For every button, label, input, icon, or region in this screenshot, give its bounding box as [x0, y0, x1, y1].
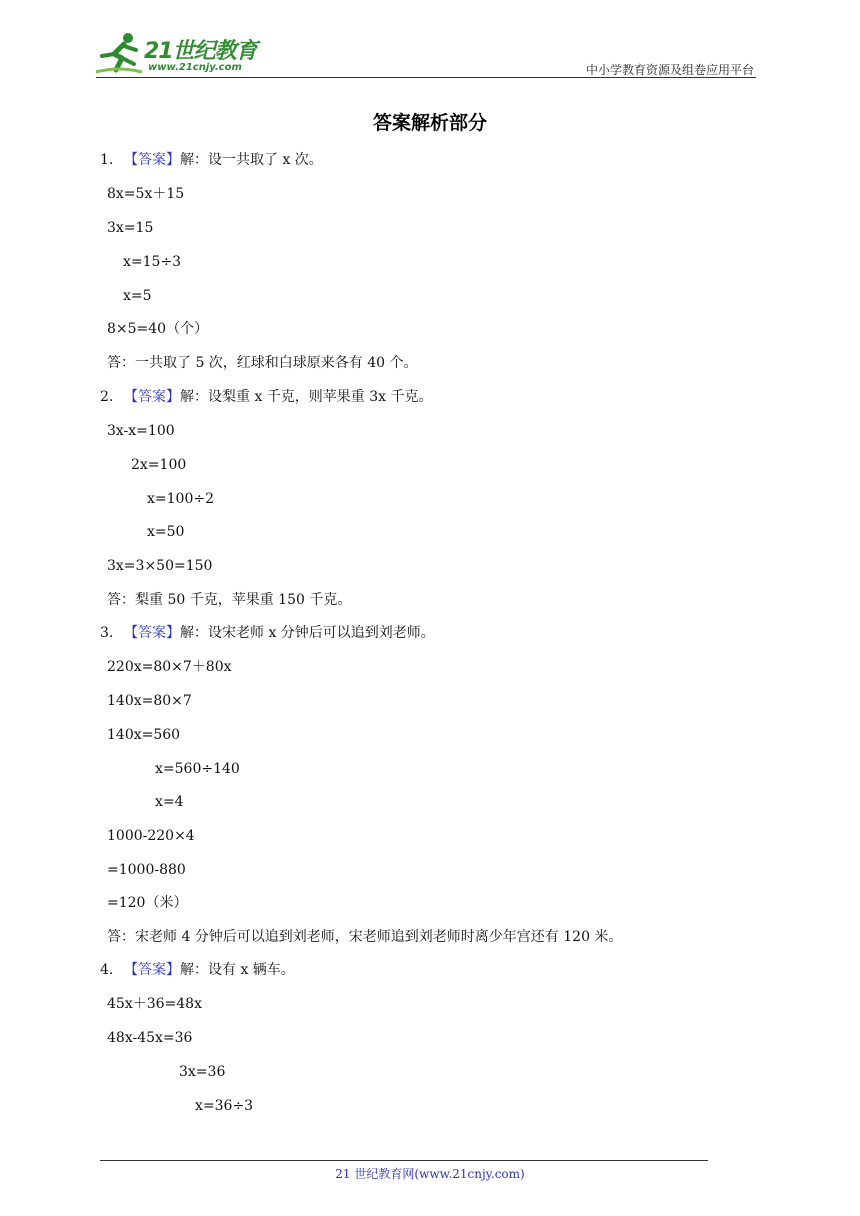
answer-intro: 解：设宋老师 x 分钟后可以追到刘老师。 — [180, 625, 435, 641]
solution-line: x=15÷3 — [123, 254, 182, 270]
solution-line: 3x=36 — [179, 1064, 226, 1080]
logo-brand-text: 21世纪教育 — [144, 39, 257, 64]
solution-line: x=50 — [147, 524, 185, 540]
solution-line: 8×5=40（个） — [107, 321, 209, 337]
item-number: 3. — [100, 625, 114, 641]
answer-line: 答：宋老师 4 分钟后可以追到刘老师，宋老师追到刘老师时离少年宫还有 120 米。 — [107, 929, 623, 945]
solution-line: 140x=560 — [107, 727, 181, 743]
answer-intro: 解：设有 x 辆车。 — [180, 962, 295, 978]
solution-line: 1000-220×4 — [107, 828, 195, 844]
answer-intro: 解：设梨重 x 千克，则苹果重 3x 千克。 — [180, 389, 433, 405]
answer-line: 答：一共取了 5 次，红球和白球原来各有 40 个。 — [107, 355, 418, 371]
solution-line: 3x-x=100 — [107, 423, 175, 439]
solution-line: =1000-880 — [107, 862, 186, 878]
page-header — [0, 0, 860, 80]
logo-url-text: www.21cnjy.com — [148, 62, 242, 73]
answer-item-4 — [100, 960, 295, 980]
solution-line: 8x=5x＋15 — [107, 186, 185, 202]
solution-line: =120（米） — [107, 895, 188, 911]
answer-line: 答：梨重 50 千克，苹果重 150 千克。 — [107, 592, 352, 608]
answer-tag: 【答案】 — [124, 625, 180, 641]
solution-line: x=560÷140 — [155, 761, 240, 777]
answer-tag: 【答案】 — [124, 152, 180, 168]
answer-item-3 — [100, 623, 435, 643]
solution-line: 3x=15 — [107, 220, 154, 236]
header-divider — [96, 77, 756, 78]
item-number: 2. — [100, 389, 114, 405]
solution-line: 48x-45x=36 — [107, 1030, 193, 1046]
solution-line: x=36÷3 — [195, 1098, 254, 1114]
solution-line: 45x＋36=48x — [107, 996, 202, 1012]
item-number: 1. — [100, 152, 114, 168]
answer-item-2 — [100, 387, 433, 407]
solution-line: x=100÷2 — [147, 491, 214, 507]
solution-line: 220x=80×7＋80x — [107, 659, 232, 675]
answer-item-1 — [100, 150, 323, 170]
answer-intro: 解：设一共取了 x 次。 — [180, 152, 323, 168]
solution-line: 3x=3×50=150 — [107, 558, 213, 574]
answer-tag: 【答案】 — [124, 389, 180, 405]
solution-line: 140x=80×7 — [107, 693, 192, 709]
footer-divider — [100, 1160, 708, 1161]
solution-line: 2x=100 — [131, 457, 187, 473]
runner-logo-icon — [94, 30, 144, 76]
platform-name: 中小学教育资源及组卷应用平台 — [585, 63, 754, 77]
item-number: 4. — [100, 962, 114, 978]
solution-line: x=5 — [123, 288, 152, 304]
site-logo — [94, 30, 264, 78]
answer-tag: 【答案】 — [124, 962, 180, 978]
solution-line: x=4 — [155, 794, 184, 810]
page-footer: 21 世纪教育网(www.21cnjy.com) — [335, 1167, 525, 1181]
page-title: 答案解析部分 — [372, 112, 487, 134]
